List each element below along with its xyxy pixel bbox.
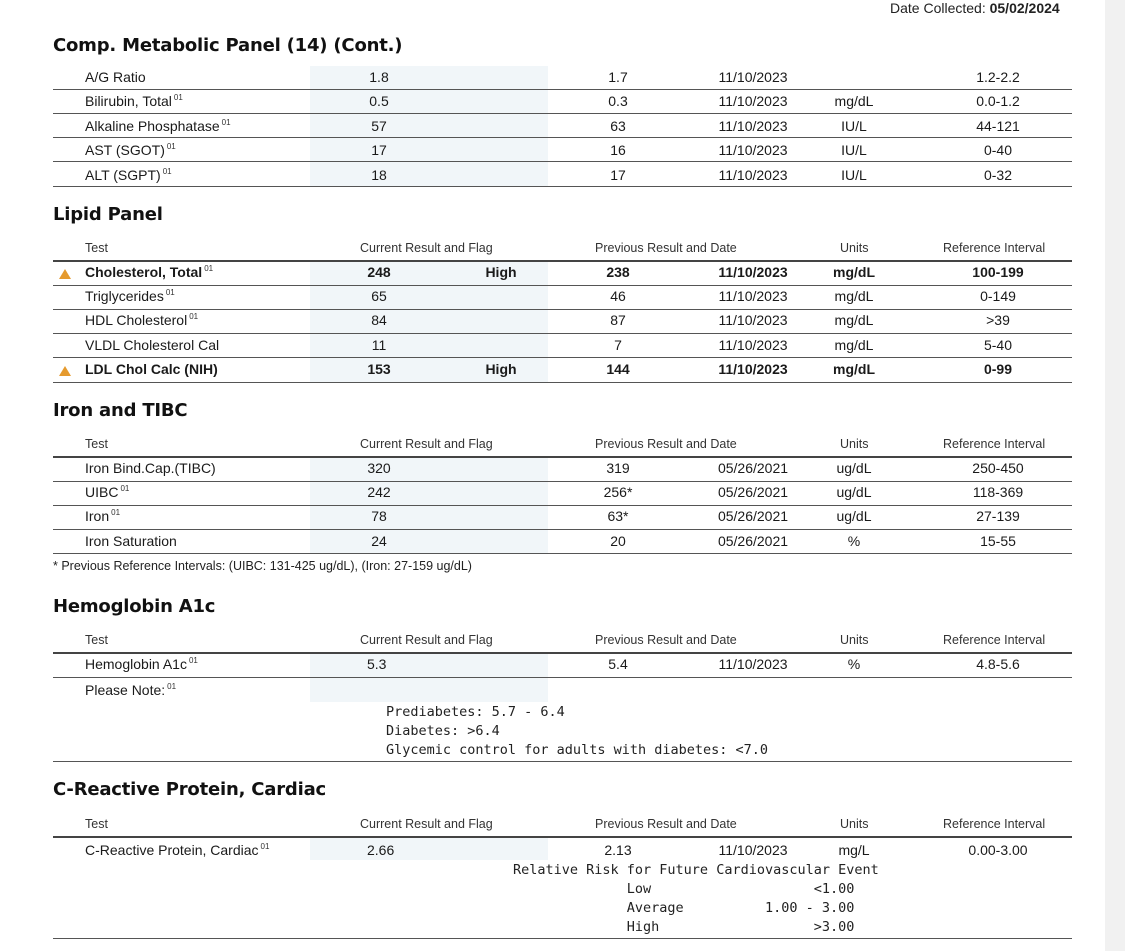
section-end-rule <box>53 938 1072 939</box>
lab-code-mark: 01 <box>173 93 183 103</box>
current-result: 242 <box>367 484 391 501</box>
current-result: 18 <box>371 166 387 183</box>
row-divider <box>53 382 1072 383</box>
previous-result: 87 <box>610 312 626 329</box>
lab-code-mark: 01 <box>165 288 175 298</box>
reference-interval: 250-450 <box>972 460 1024 476</box>
header-current: Current Result and Flag <box>360 633 493 647</box>
table-row <box>53 839 1072 863</box>
table-row <box>53 653 1072 677</box>
previous-date: 11/10/2023 <box>718 264 788 280</box>
header-previous: Previous Result and Date <box>595 817 737 831</box>
units: mg/L <box>838 842 870 858</box>
test-name-text: AST (SGOT) <box>85 142 165 159</box>
test-name <box>85 337 219 353</box>
test-name <box>85 288 175 304</box>
reference-interval: 0-149 <box>980 288 1016 305</box>
test-name <box>85 533 177 549</box>
previous-result: 16 <box>610 142 626 159</box>
header-units: Units <box>840 817 869 831</box>
crp-table-header <box>53 815 1072 835</box>
current-result: 320 <box>367 460 391 476</box>
units: ug/dL <box>836 460 872 476</box>
header-test: Test <box>85 437 108 451</box>
crp-risk-note: Relative Risk for Future Cardiovascular Event Low <1.00 Average 1.00 - 3.00 High >3.00 <box>513 862 879 935</box>
lipid-table-header <box>53 239 1072 259</box>
previous-date: 11/10/2023 <box>718 166 788 183</box>
previous-result: 5.4 <box>608 656 628 672</box>
reference-interval: 27-139 <box>976 508 1020 525</box>
current-result: 248 <box>367 264 391 280</box>
reference-interval: 100-199 <box>972 264 1024 280</box>
previous-date: 11/10/2023 <box>718 93 788 110</box>
a1c-interpretation-note: Prediabetes: 5.7 - 6.4 Diabetes: >6.4 Glycemic control for adults with diabetes: <7.0 <box>386 704 769 758</box>
test-name-text: Alkaline Phosphatase <box>85 117 220 134</box>
previous-result: 63 <box>610 117 626 134</box>
test-name-text: Bilirubin, Total <box>85 93 172 110</box>
lab-code-mark: 01 <box>166 142 176 152</box>
previous-result: 20 <box>610 532 626 549</box>
previous-date: 11/10/2023 <box>718 336 788 353</box>
test-name-text: Triglycerides <box>85 288 164 305</box>
current-result: 153 <box>367 360 391 377</box>
row-divider <box>53 677 1072 678</box>
test-name-text: Iron Bind.Cap.(TIBC) <box>85 460 216 476</box>
units: % <box>847 532 861 549</box>
section-title-iron: Iron and TIBC <box>53 400 188 421</box>
units: mg/dL <box>834 336 874 353</box>
table-row <box>53 139 1072 163</box>
reference-interval: 5-40 <box>983 336 1013 353</box>
section-title-lipid: Lipid Panel <box>53 204 163 225</box>
current-result: 17 <box>371 142 387 159</box>
reference-interval: 15-55 <box>980 532 1016 549</box>
lab-code-mark: 01 <box>260 842 270 851</box>
units: mg/dL <box>834 312 874 329</box>
previous-date: 05/26/2021 <box>717 532 789 549</box>
section-title-crp: C-Reactive Protein, Cardiac <box>53 779 327 800</box>
previous-date: 11/10/2023 <box>718 69 788 85</box>
units: mg/dL <box>834 288 874 305</box>
table-row <box>53 481 1072 505</box>
test-name-text: Iron Saturation <box>85 532 177 549</box>
previous-date: 05/26/2021 <box>717 508 789 525</box>
current-result: 1.8 <box>369 69 389 85</box>
header-previous: Previous Result and Date <box>595 241 737 255</box>
test-name <box>85 484 129 500</box>
section-end-rule <box>53 761 1072 762</box>
a1c-table-header <box>53 631 1072 651</box>
header-units: Units <box>840 633 869 647</box>
reference-interval: 0-40 <box>983 142 1013 159</box>
previous-result: 256* <box>603 484 633 501</box>
lab-code-mark: 01 <box>204 264 214 273</box>
header-previous: Previous Result and Date <box>595 633 737 647</box>
lab-code-mark: 01 <box>162 166 172 176</box>
reference-interval: 44-121 <box>976 117 1020 134</box>
previous-date: 11/10/2023 <box>718 288 788 305</box>
test-name <box>85 118 231 134</box>
units: ug/dL <box>836 508 872 525</box>
units: IU/L <box>841 142 867 159</box>
test-name <box>85 842 269 858</box>
table-row <box>53 285 1072 309</box>
previous-result: 17 <box>610 166 626 183</box>
previous-result: 0.3 <box>608 93 628 110</box>
test-name <box>85 682 176 698</box>
units: mg/dL <box>834 93 874 110</box>
test-name <box>85 361 218 377</box>
table-row <box>53 115 1072 139</box>
lab-code-mark: 01 <box>111 508 121 518</box>
current-result: 2.66 <box>367 842 395 858</box>
current-result: 57 <box>371 117 387 134</box>
lab-code-mark: 01 <box>167 682 177 691</box>
reference-interval: 4.8-5.6 <box>976 656 1020 672</box>
current-result: 0.5 <box>369 93 389 110</box>
header-rule <box>53 836 1072 838</box>
header-test: Test <box>85 817 108 831</box>
previous-result: 1.7 <box>608 69 628 85</box>
date-collected-value: 05/02/2024 <box>989 0 1060 16</box>
header-current: Current Result and Flag <box>360 241 493 255</box>
previous-result: 2.13 <box>604 842 632 858</box>
previous-date: 05/26/2021 <box>717 484 789 501</box>
previous-result: 319 <box>606 460 630 476</box>
header-units: Units <box>840 437 869 451</box>
reference-interval: 1.2-2.2 <box>976 69 1020 85</box>
reference-interval: 0-32 <box>983 166 1013 183</box>
current-result: 5.3 <box>367 656 387 672</box>
test-name-text: LDL Chol Calc (NIH) <box>85 360 218 377</box>
previous-result: 46 <box>610 288 626 305</box>
test-name-text: A/G Ratio <box>85 69 146 85</box>
warning-triangle-icon <box>59 366 71 376</box>
test-name-text: C-Reactive Protein, Cardiac <box>85 842 259 858</box>
test-name <box>85 460 216 476</box>
table-row <box>53 164 1072 188</box>
lab-code-mark: 01 <box>221 117 231 127</box>
test-name-text: Iron <box>85 508 110 525</box>
current-result: 84 <box>371 312 387 329</box>
test-name <box>85 93 183 109</box>
header-current: Current Result and Flag <box>360 817 493 831</box>
table-row <box>53 334 1072 358</box>
current-result: 65 <box>371 288 387 305</box>
current-result: 24 <box>371 532 387 549</box>
previous-date: 11/10/2023 <box>718 360 788 377</box>
test-name-text: Please Note: <box>85 682 166 698</box>
units: % <box>847 656 861 672</box>
table-row <box>53 505 1072 529</box>
header-reference: Reference Interval <box>943 817 1046 831</box>
header-reference: Reference Interval <box>943 241 1046 255</box>
current-result: 78 <box>371 508 387 525</box>
test-name <box>85 312 198 328</box>
previous-date: 11/10/2023 <box>718 312 788 329</box>
reference-interval: 118-369 <box>972 484 1024 501</box>
iron-footnote: * Previous Reference Intervals: (UIBC: 131-425 ug/dL), (Iron: 27-159 ug/dL) <box>53 559 472 573</box>
table-row <box>53 530 1072 554</box>
test-name <box>85 508 120 524</box>
current-result: 11 <box>371 336 387 353</box>
table-row <box>53 66 1072 90</box>
previous-date: 11/10/2023 <box>718 656 788 672</box>
date-collected-label: Date Collected: <box>890 0 986 16</box>
date-collected <box>890 0 1060 16</box>
test-name <box>85 69 146 85</box>
result-flag: High <box>485 264 517 280</box>
header-current: Current Result and Flag <box>360 437 493 451</box>
test-name-text: HDL Cholesterol <box>85 312 188 329</box>
reference-interval: 0-99 <box>983 360 1013 377</box>
units: IU/L <box>841 166 867 183</box>
table-row <box>53 457 1072 481</box>
previous-date: 11/10/2023 <box>718 117 788 134</box>
table-row <box>53 679 1072 703</box>
test-name-text: ALT (SGPT) <box>85 166 161 183</box>
reference-interval: >39 <box>986 312 1010 329</box>
header-test: Test <box>85 241 108 255</box>
reference-interval: 0.00-3.00 <box>968 842 1028 858</box>
test-name-text: Hemoglobin A1c <box>85 656 187 672</box>
warning-triangle-icon <box>59 269 71 279</box>
previous-result: 7 <box>614 336 622 353</box>
header-reference: Reference Interval <box>943 633 1046 647</box>
header-test: Test <box>85 633 108 647</box>
previous-date: 05/26/2021 <box>717 460 789 476</box>
lab-code-mark: 01 <box>120 484 130 494</box>
units: mg/dL <box>833 360 875 377</box>
result-flag: High <box>485 360 517 377</box>
units: ug/dL <box>836 484 872 501</box>
table-row <box>53 90 1072 114</box>
previous-date: 11/10/2023 <box>718 842 788 858</box>
iron-table-header <box>53 435 1072 455</box>
table-row <box>53 309 1072 333</box>
section-title-a1c: Hemoglobin A1c <box>53 596 216 617</box>
test-name <box>85 264 213 280</box>
test-name-text: VLDL Cholesterol Cal <box>85 336 220 353</box>
units: mg/dL <box>833 264 875 280</box>
table-row <box>53 358 1072 382</box>
test-name <box>85 656 198 672</box>
previous-result: 63* <box>607 508 629 525</box>
test-name <box>85 167 172 183</box>
header-reference: Reference Interval <box>943 437 1046 451</box>
test-name <box>85 142 176 158</box>
reference-interval: 0.0-1.2 <box>976 93 1020 110</box>
lab-code-mark: 01 <box>189 312 199 322</box>
page-edge-strip <box>1105 0 1125 951</box>
units: IU/L <box>841 117 867 134</box>
previous-date: 11/10/2023 <box>718 142 788 159</box>
header-units: Units <box>840 241 869 255</box>
previous-result: 144 <box>606 360 630 377</box>
test-name-text: Cholesterol, Total <box>85 264 203 280</box>
section-title-cmp: Comp. Metabolic Panel (14) (Cont.) <box>53 35 403 56</box>
previous-result: 238 <box>606 264 630 280</box>
lab-code-mark: 01 <box>188 656 198 665</box>
header-previous: Previous Result and Date <box>595 437 737 451</box>
test-name-text: UIBC <box>85 484 119 501</box>
table-row <box>53 261 1072 285</box>
